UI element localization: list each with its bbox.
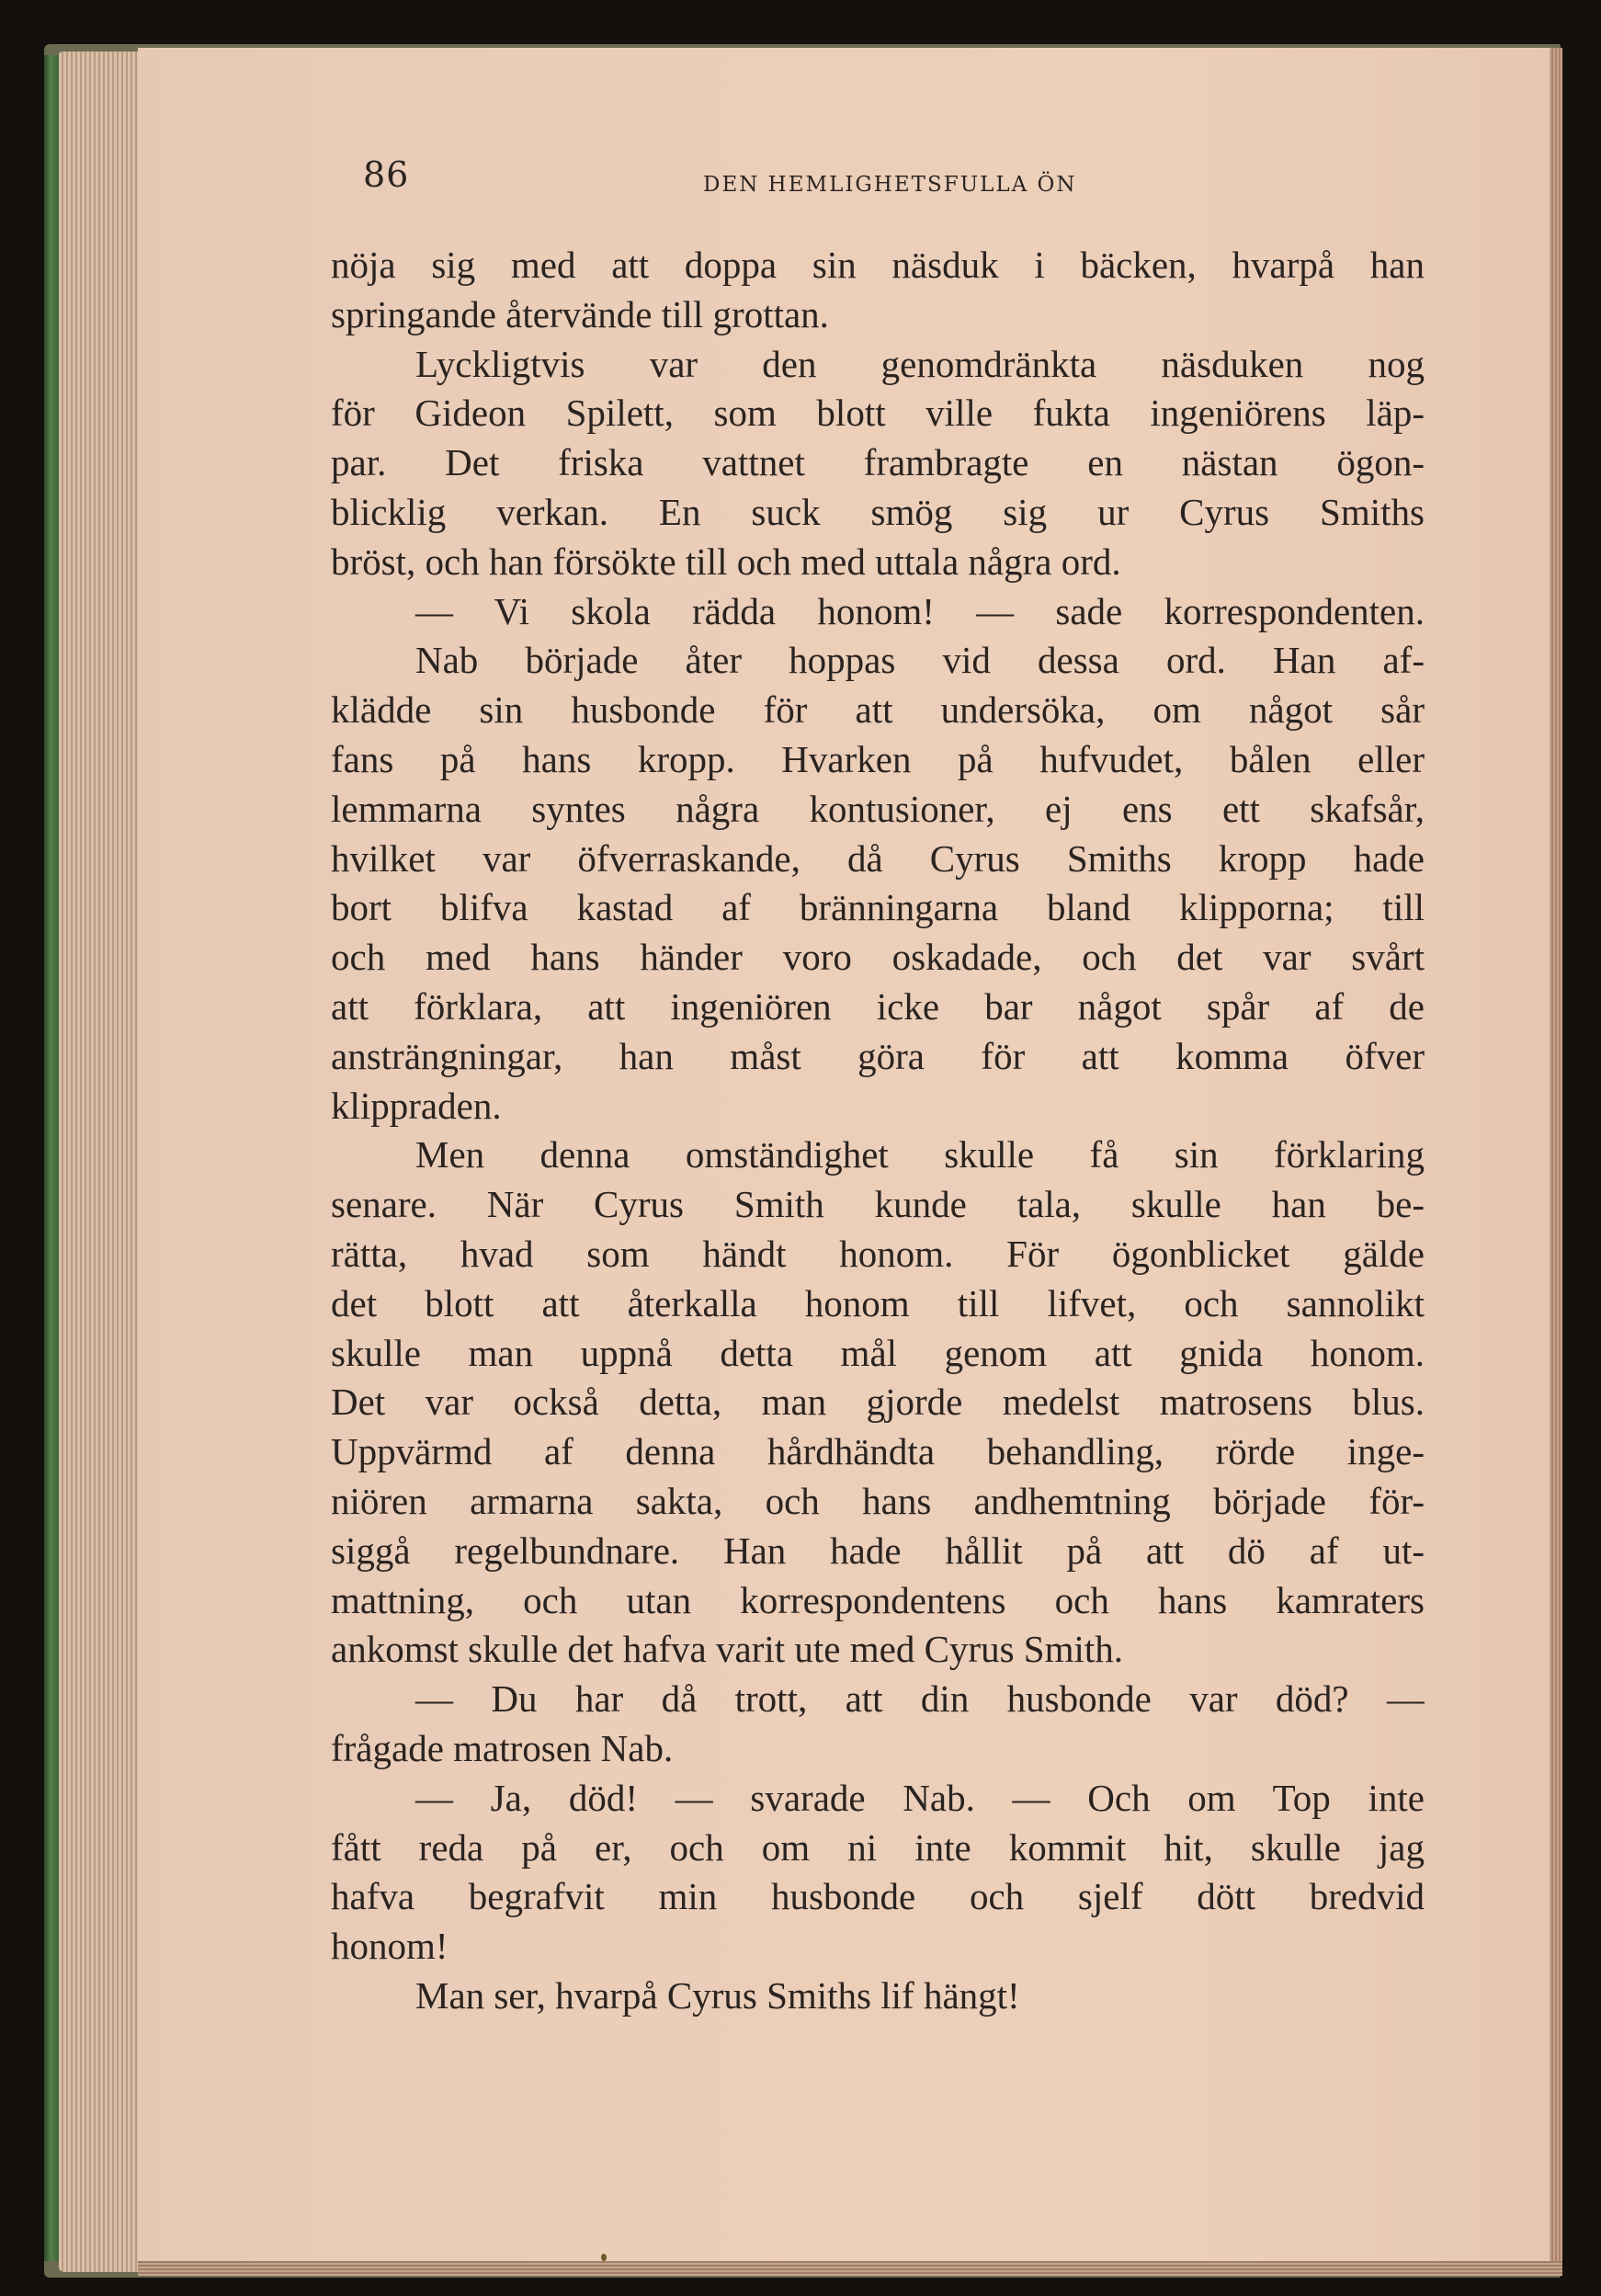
- text-line: — Vi skola rädda honom! — sade korrespondenten.: [415, 589, 1425, 632]
- text-line: hvilket var öfverraskande, då Cyrus Smiths kropp hade: [331, 836, 1425, 880]
- text-line: nöja sig med att doppa sin näsduk i bäcken, hvarpå han: [331, 244, 1425, 286]
- body-text: [331, 241, 1425, 2079]
- text-line: lemmarna syntes några kontusioner, ej ens ett skafsår,: [331, 787, 1425, 830]
- text-line: Man ser, hvarpå Cyrus Smiths lif hängt!: [415, 1973, 1020, 2017]
- text-line: fans på hans kropp. Hvarken på hufvudet, bålen eller: [331, 737, 1425, 780]
- text-line: — Du har då trott, att din husbonde var död? —: [415, 1677, 1425, 1721]
- right-page-edges: [1550, 48, 1562, 2272]
- ink-smudge: [601, 2254, 607, 2261]
- text-line: Uppvärmd af denna hårdhändta behandling, rörde inge-: [331, 1430, 1425, 1473]
- text-line: rätta, hvad som händt honom. För ögonblicket gälde: [331, 1232, 1425, 1275]
- text-line: klippraden.: [331, 1084, 502, 1127]
- bottom-page-edges: [138, 2261, 1562, 2276]
- text-line: par. Det friska vattnet frambragte en nästan ögon-: [331, 441, 1425, 484]
- text-line: honom!: [331, 1925, 449, 1968]
- text-line: frågade matrosen Nab.: [331, 1726, 674, 1769]
- text-line: — Ja, död! — svarade Nab. — Och om Top inte: [415, 1776, 1425, 1819]
- text-line: Det var också detta, man gjorde medelst matrosens blus.: [331, 1381, 1425, 1424]
- left-page-edges: [59, 51, 146, 2272]
- text-line: senare. När Cyrus Smith kunde tala, skulle han be-: [331, 1183, 1425, 1226]
- text-line: det blott att återkalla honom till lifvet, och sannolikt: [331, 1281, 1425, 1324]
- text-line: Nab började åter hoppas vid dessa ord. Han af-: [415, 639, 1425, 682]
- text-line: bort blifva kastad af bränningarna bland klipporna; till: [331, 886, 1425, 929]
- text-line: att förklara, att ingeniören icke bar något spår af de: [331, 984, 1425, 1028]
- page-number: 86: [363, 154, 410, 195]
- text-line: för Gideon Spilett, som blott ville fukta ingeniörens läp-: [331, 392, 1425, 435]
- running-title: DEN HEMLIGHETSFULLA ÖN: [703, 173, 1077, 197]
- text-line: mattning, och utan korrespondentens och hans kamraters: [331, 1578, 1425, 1621]
- text-line: och med hans händer voro oskadade, och det var svårt: [331, 936, 1425, 979]
- text-line: siggå regelbundnare. Han hade hållit på att dö af ut-: [331, 1529, 1425, 1572]
- text-line: hafva begrafvit min husbonde och sjelf dött bredvid: [331, 1875, 1425, 1918]
- text-line: ansträngningar, han måst göra för att komma öfver: [331, 1034, 1425, 1077]
- text-line: fått reda på er, och om ni inte kommit hit, skulle jag: [331, 1825, 1425, 1869]
- text-line: Lyckligtvis var den genomdränkta näsduken nog: [415, 342, 1425, 385]
- text-line: skulle man uppnå detta mål genom att gnida honom.: [331, 1331, 1425, 1374]
- text-line: blicklig verkan. En suck smög sig ur Cyrus Smiths: [331, 490, 1425, 533]
- text-line: ankomst skulle det hafva varit ute med Cyrus Smith.: [331, 1628, 1124, 1671]
- text-line: klädde sin husbonde för att undersöka, om något sår: [331, 688, 1425, 732]
- book-spine-cloth: [44, 55, 59, 2261]
- text-line: springande återvände till grottan.: [331, 292, 829, 335]
- text-line: bröst, och han försökte till och med uttala några ord.: [331, 540, 1121, 583]
- text-line: niören armarna sakta, och hans andhemtning började för-: [331, 1479, 1425, 1522]
- running-head: [363, 154, 1392, 210]
- text-line: Men denna omständighet skulle få sin förklaring: [415, 1133, 1425, 1176]
